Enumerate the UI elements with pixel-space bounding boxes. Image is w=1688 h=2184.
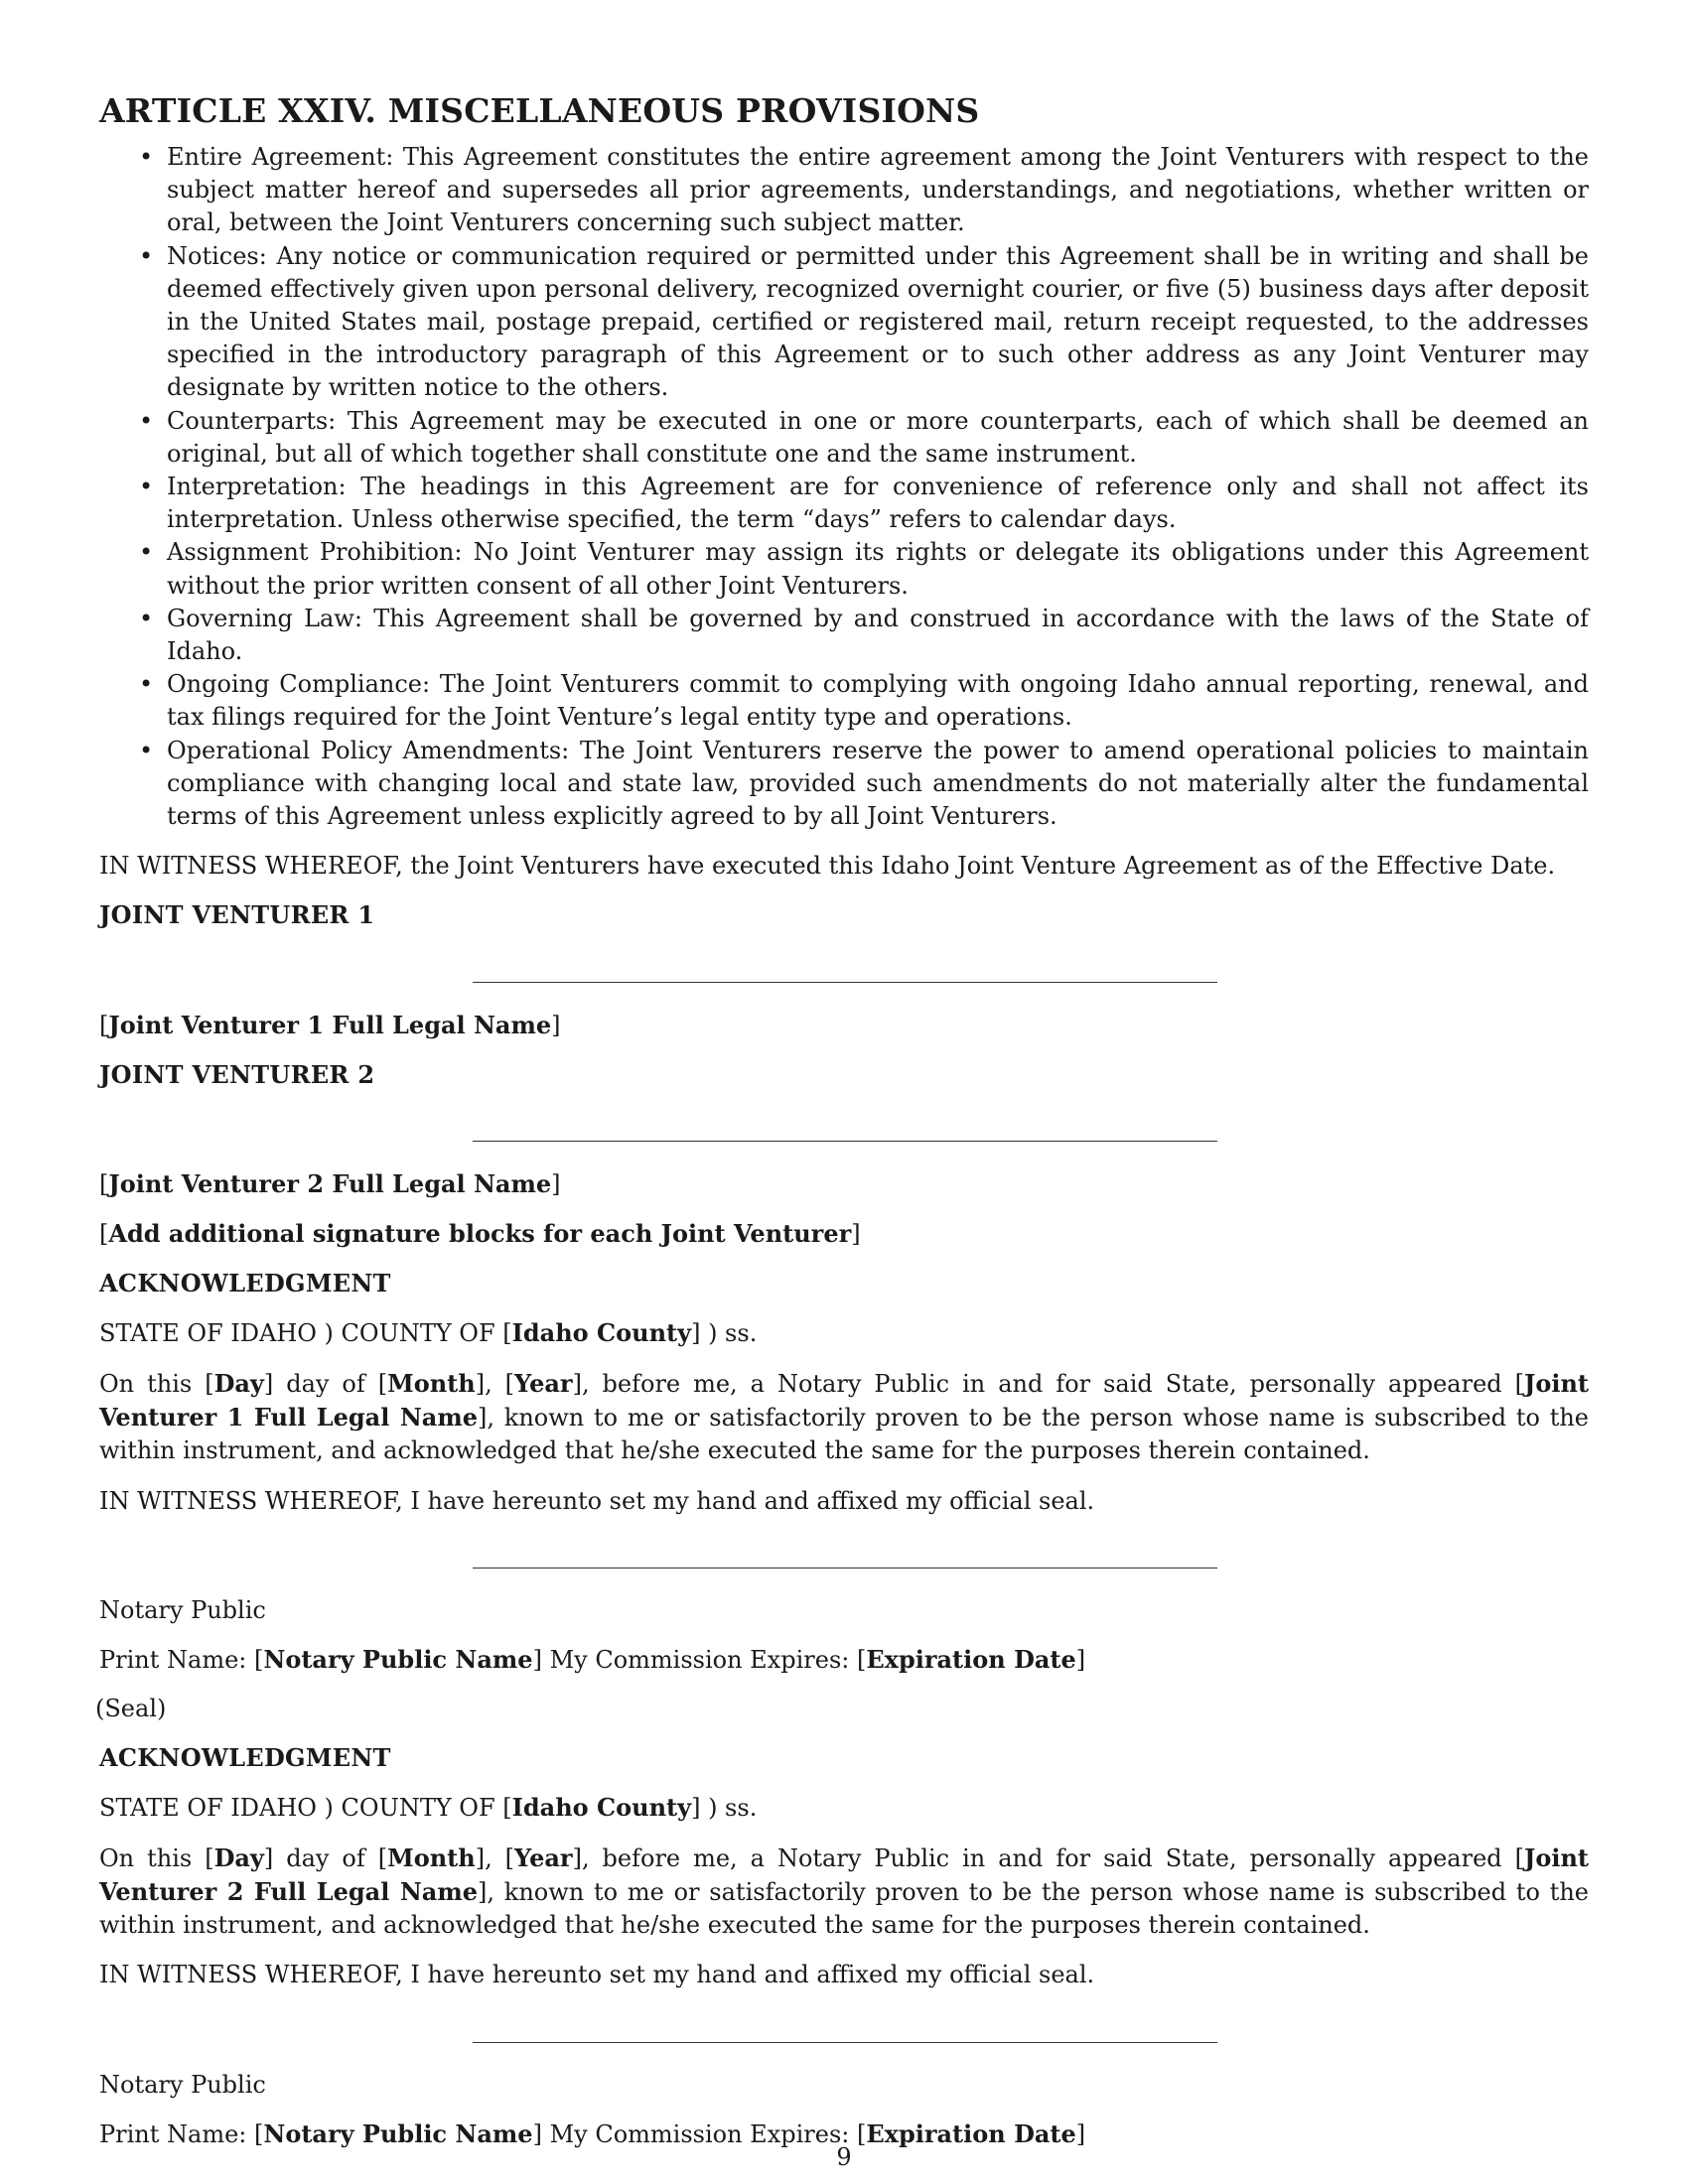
seal-label: (Seal) xyxy=(95,1695,167,1723)
page-number: 9 xyxy=(836,2143,852,2171)
acknowledgment-1-heading: ACKNOWLEDGMENT xyxy=(99,1269,391,1298)
venue-prefix: STATE OF IDAHO ) COUNTY OF xyxy=(99,1793,503,1822)
print-name-label: Print Name: xyxy=(99,1645,255,1674)
acknowledgment-2-body: On this [Day] day of [Month], [Year], before me, a Notary Public in and for said State, personally appeared [Joint Venturer 2 Full Legal Name], known to me or satisfactorily proven to be the person whose name is subscribed to the within instrument, and acknowledged that he/she executed the same for the purposes therein contained. xyxy=(99,1843,1590,1940)
person-placeholder: Joint Venturer 2 Full Legal Name xyxy=(99,1843,1590,1906)
signatory-1-name-placeholder: Joint Venturer 1 Full Legal Name xyxy=(108,1010,552,1039)
person-placeholder: Joint Venturer 1 Full Legal Name xyxy=(99,1368,1590,1433)
ack-text: On this xyxy=(99,1843,206,1872)
notary-name-placeholder: Notary Public Name xyxy=(263,1644,533,1674)
ack-text: , known to me or satisfactorily proven to be the person whose name is subscribed to the within instrument, and acknowledged that he/she executed the same for the purposes therein contained. xyxy=(99,1877,1590,1940)
provision-assignment-prohibition: • Assignment Prohibition: No Joint Venturer may assign its rights or delegate its obligations under this Agreement without the prior written consent of all other Joint Venturers. xyxy=(167,536,1589,602)
signature-line-1[interactable] xyxy=(473,982,1217,983)
signatory-1-name: [Joint Venturer 1 Full Legal Name] xyxy=(99,1010,561,1039)
acknowledgment-2-witness: IN WITNESS WHEREOF, I have hereunto set my hand and affixed my official seal. xyxy=(99,1961,1095,1989)
provision-governing-law: • Governing Law: This Agreement shall be governed by and construed in accordance with the laws of the State of Idaho. xyxy=(167,603,1589,668)
provision-entire-agreement: • Entire Agreement: This Agreement constitutes the entire agreement among the Joint Venturers with respect to the subject matter hereof and supersedes all prior agreements, understandings, and negotiations, whether written or oral, between the Joint Venturers concerning such subject matter. xyxy=(167,141,1589,240)
acknowledgment-1-witness: IN WITNESS WHEREOF, I have hereunto set my hand and affixed my official seal. xyxy=(99,1486,1095,1515)
venue-suffix: ) ss. xyxy=(700,1793,758,1822)
provision-ongoing-compliance: • Ongoing Compliance: The Joint Venturers commit to complying with ongoing Idaho annual reporting, renewal, and tax filings required for the Joint Venture’s legal entity type and operations. xyxy=(167,668,1589,734)
notary-2-label: Notary Public xyxy=(99,2070,266,2099)
venue-suffix: ) ss. xyxy=(700,1318,758,1347)
county-placeholder: Idaho County xyxy=(511,1792,692,1822)
year-placeholder: Year xyxy=(514,1843,573,1872)
ack-text: , xyxy=(485,1843,505,1872)
commission-label: My Commission Expires: xyxy=(541,1645,857,1674)
signatory-2-name-placeholder: Joint Venturer 2 Full Legal Name xyxy=(108,1169,552,1199)
print-name-label: Print Name: xyxy=(99,2119,255,2148)
acknowledgment-1-venue: STATE OF IDAHO ) COUNTY OF [Idaho County] ) ss. xyxy=(99,1317,758,1347)
expiration-placeholder: Expiration Date xyxy=(866,1644,1076,1674)
notary-name-placeholder: Notary Public Name xyxy=(263,2118,533,2148)
notary-1-label: Notary Public xyxy=(99,1595,266,1624)
signatory-2-name: [Joint Venturer 2 Full Legal Name] xyxy=(99,1169,561,1199)
provision-notices: • Notices: Any notice or communication required or permitted under this Agreement shall be in writing and shall be deemed effectively given upon personal delivery, recognized overnight courier, or five (5) business days after deposit in the United States mail, postage prepaid, certified or registered mail, return receipt requested, to the addresses specified in the introductory paragraph of this Agreement or to such other address as any Joint Venturer may designate by written notice to the others. xyxy=(167,240,1589,405)
county-placeholder: Idaho County xyxy=(511,1317,692,1347)
expiration-placeholder: Expiration Date xyxy=(866,2118,1076,2148)
ack-text: , before me, a Notary Public in and for said State, personally appeared xyxy=(581,1843,1515,1872)
additional-blocks-note: [Add additional signature blocks for each Joint Venturer] xyxy=(99,1219,861,1249)
ack-text: day of xyxy=(273,1369,378,1398)
signatory-1-heading: JOINT VENTURER 1 xyxy=(99,900,375,930)
day-placeholder: Day xyxy=(213,1368,264,1398)
commission-label: My Commission Expires: xyxy=(541,2119,857,2148)
article-title: ARTICLE XXIV. MISCELLANEOUS PROVISIONS xyxy=(99,91,980,130)
month-placeholder: Month xyxy=(387,1368,476,1398)
acknowledgment-2-heading: ACKNOWLEDGMENT xyxy=(99,1743,391,1773)
ack-text: , before me, a Notary Public in and for said State, personally appeared xyxy=(581,1369,1515,1398)
year-placeholder: Year xyxy=(514,1368,573,1398)
ack-text: day of xyxy=(273,1843,378,1872)
document-page xyxy=(95,91,1590,2151)
acknowledgment-1-body: On this [Day] day of [Month], [Year], before me, a Notary Public in and for said State, personally appeared [Joint Venturer 1 Full Legal Name], known to me or satisfactorily proven to be the person whose name is subscribed to the within instrument, and acknowledged that he/she executed the same for the purposes therein contained. xyxy=(99,1368,1590,1465)
notary-signature-line-2[interactable] xyxy=(473,2042,1217,2043)
ack-text: , known to me or satisfactorily proven to be the person whose name is subscribed to the within instrument, and acknowledged that he/she executed the same for the purposes therein contained. xyxy=(99,1404,1590,1465)
witness-statement: IN WITNESS WHEREOF, the Joint Venturers have executed this Idaho Joint Venture Agreement as of the Effective Date. xyxy=(99,852,1556,881)
month-placeholder: Month xyxy=(387,1843,476,1872)
provision-counterparts: • Counterparts: This Agreement may be executed in one or more counterparts, each of which shall be deemed an original, but all of which together shall constitute one and the same instrument. xyxy=(167,405,1589,471)
signature-line-2[interactable] xyxy=(473,1141,1217,1142)
ack-text: On this xyxy=(99,1369,206,1398)
ack-text: , xyxy=(485,1369,505,1398)
acknowledgment-2-venue: STATE OF IDAHO ) COUNTY OF [Idaho County] ) ss. xyxy=(99,1792,758,1822)
additional-blocks-text: Add additional signature blocks for each Joint Venturer xyxy=(108,1219,852,1249)
venue-prefix: STATE OF IDAHO ) COUNTY OF xyxy=(99,1318,503,1347)
notary-2-print-line: Print Name: [Notary Public Name] My Commission Expires: [Expiration Date] xyxy=(99,2118,1086,2148)
day-placeholder: Day xyxy=(213,1843,264,1872)
provisions-list xyxy=(99,141,1589,833)
notary-1-print-line: Print Name: [Notary Public Name] My Commission Expires: [Expiration Date] xyxy=(99,1644,1086,1674)
notary-signature-line-1[interactable] xyxy=(473,1568,1217,1569)
provision-interpretation: • Interpretation: The headings in this Agreement are for convenience of reference only and shall not affect its interpretation. Unless otherwise specified, the term “days” refers to calendar days. xyxy=(167,471,1589,536)
signatory-2-heading: JOINT VENTURER 2 xyxy=(99,1059,375,1089)
provision-operational-policy-amendments: • Operational Policy Amendments: The Joint Venturers reserve the power to amend operational policies to maintain compliance with changing local and state law, provided such amendments do not materially alter the fundamental terms of this Agreement unless explicitly agreed to by all Joint Venturers. xyxy=(167,735,1589,834)
